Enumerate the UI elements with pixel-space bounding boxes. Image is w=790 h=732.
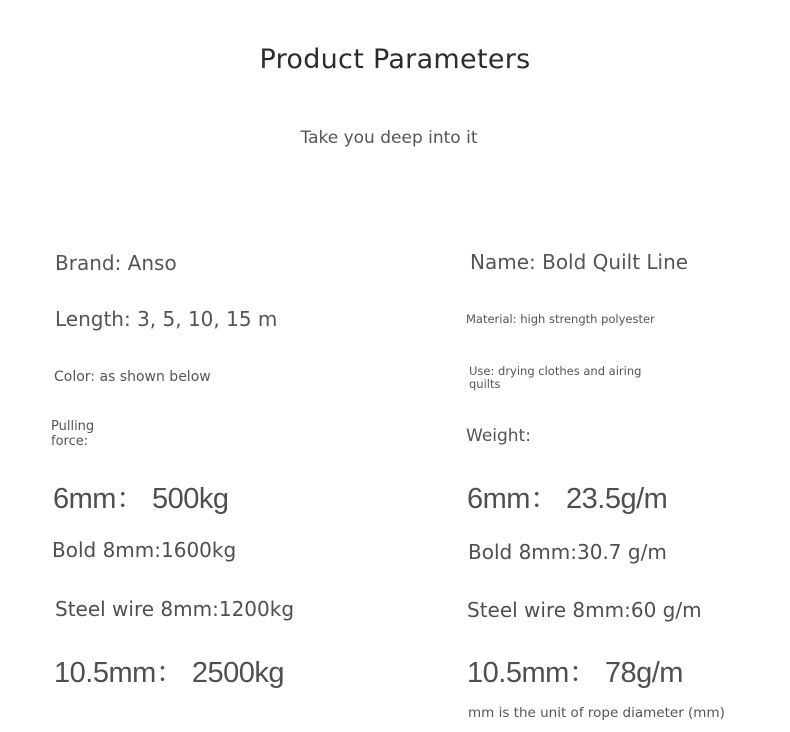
length-spec: Length: 3, 5, 10, 15 m bbox=[55, 307, 278, 331]
force-steel-wire-8mm: Steel wire 8mm:1200kg bbox=[55, 597, 295, 621]
pulling-force-label-line2: force: bbox=[51, 434, 89, 449]
color-spec: Color: as shown below bbox=[54, 369, 211, 385]
weight-label: Weight: bbox=[466, 426, 531, 446]
force-6mm: 6mm： 500kg bbox=[53, 483, 229, 515]
brand-spec: Brand: Anso bbox=[55, 251, 177, 275]
use-spec-line1: Use: drying clothes and airing bbox=[469, 364, 642, 378]
use-spec-line2: quilts bbox=[469, 377, 501, 391]
unit-note: mm is the unit of rope diameter (mm) bbox=[468, 705, 725, 721]
page-subtitle: Take you deep into it bbox=[300, 128, 478, 148]
page-title: Product Parameters bbox=[259, 44, 531, 75]
pulling-force-label-line1: Pulling bbox=[51, 419, 95, 434]
force-10-5mm: 10.5mm： 2500kg bbox=[54, 657, 284, 689]
weight-10-5mm: 10.5mm： 78g/m bbox=[467, 657, 683, 689]
name-spec: Name: Bold Quilt Line bbox=[470, 250, 689, 274]
material-spec: Material: high strength polyester bbox=[466, 312, 655, 326]
pulling-force-label bbox=[51, 419, 94, 449]
use-spec bbox=[469, 365, 641, 391]
weight-6mm: 6mm： 23.5g/m bbox=[467, 483, 668, 515]
force-bold-8mm: Bold 8mm:1600kg bbox=[52, 538, 237, 562]
weight-bold-8mm: Bold 8mm:30.7 g/m bbox=[468, 540, 667, 564]
weight-steel-wire-8mm: Steel wire 8mm:60 g/m bbox=[467, 598, 702, 622]
